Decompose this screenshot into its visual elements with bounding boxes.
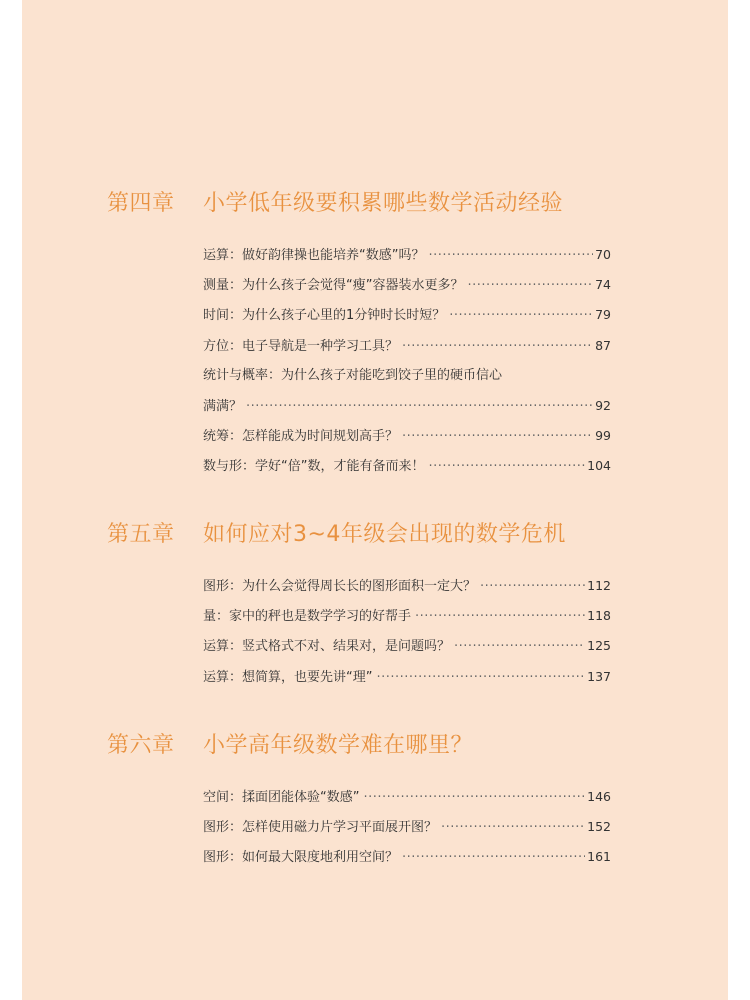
- entry-title: 测量：为什么孩子会觉得“瘦”容器装水更多？: [203, 278, 464, 294]
- entry-page: 87: [595, 337, 611, 353]
- dot-leader: [363, 783, 585, 813]
- chapter-entries: [203, 782, 611, 873]
- dot-leader: [441, 813, 585, 843]
- dot-leader: [246, 392, 593, 422]
- dot-leader: [480, 572, 585, 602]
- chapter-title: 小学低年级要积累哪些数学活动经验: [203, 191, 564, 216]
- entry-page: 152: [587, 819, 611, 835]
- entry-title: 量：家中的秤也是数学学习的好帮手: [203, 609, 412, 625]
- toc-entry[interactable]: [203, 631, 611, 661]
- entry-title: 空间：揉面团能体验“数感”: [203, 790, 360, 805]
- entry-page: 112: [587, 578, 611, 593]
- entry-page: 99: [595, 428, 611, 444]
- dot-leader: [415, 602, 585, 632]
- toc-entry[interactable]: [203, 300, 611, 330]
- dot-leader: [402, 422, 593, 452]
- entry-page: 104: [587, 458, 611, 474]
- chapter-entries: [203, 240, 611, 482]
- entry-title: 方位：电子导航是一种学习工具？: [203, 338, 399, 354]
- entry-title: 图形：怎样使用磁力片学习平面展开图？: [203, 820, 438, 836]
- entry-title: 统计与概率：为什么孩子对能吃到饺子里的硬币信心: [203, 367, 503, 383]
- dot-leader: [467, 271, 593, 301]
- toc-entry[interactable]: [203, 571, 611, 601]
- entry-title: 图形：如何最大限度地利用空间？: [203, 850, 399, 866]
- dot-leader: [402, 332, 593, 362]
- entry-title: 运算：竖式格式不对、结果对，是问题吗？: [203, 639, 451, 655]
- chapter-title: 小学高年级数学难在哪里？: [203, 733, 474, 758]
- chapter-number: 第四章: [107, 191, 175, 216]
- dot-leader: [428, 241, 593, 271]
- chapter-number: 第六章: [107, 733, 175, 758]
- entry-title: 满满？: [203, 398, 243, 414]
- dot-leader: [428, 452, 585, 482]
- dot-leader: [454, 632, 585, 662]
- toc-entry[interactable]: [203, 662, 611, 692]
- entry-page: 125: [587, 638, 611, 654]
- entry-title: 时间：为什么孩子心里的1分钟时长时短？: [203, 308, 446, 324]
- toc-entry[interactable]: [203, 421, 611, 451]
- toc-entry[interactable]: [203, 842, 611, 872]
- entry-title: 数与形：学好“倍”数，才能有备而来！: [203, 459, 425, 475]
- toc-entry[interactable]: [203, 391, 611, 421]
- entry-page: 161: [587, 849, 611, 865]
- dot-leader: [402, 843, 585, 873]
- toc-entry[interactable]: [203, 451, 611, 481]
- entry-page: 137: [587, 668, 611, 684]
- chapter-number: 第五章: [107, 522, 175, 547]
- entry-page: 74: [595, 277, 611, 293]
- toc-entry[interactable]: [203, 782, 611, 812]
- entry-page: 92: [595, 397, 611, 413]
- chapter-entries: [203, 571, 611, 692]
- toc-entry[interactable]: [203, 812, 611, 842]
- entry-title: 运算：想简算，也要先讲“理”: [203, 669, 373, 685]
- dot-leader: [449, 301, 593, 331]
- chapter-title: 如何应对3~4年级会出现的数学危机: [203, 522, 566, 547]
- entry-title: 图形：为什么会觉得周长长的图形面积一定大？: [203, 579, 477, 594]
- entry-page: 79: [595, 307, 611, 323]
- toc-entry[interactable]: [203, 331, 611, 361]
- entry-title: 运算：做好韵律操也能培养“数感”吗？: [203, 248, 425, 263]
- entry-page: 146: [587, 789, 611, 804]
- toc-entry[interactable]: [203, 361, 611, 391]
- toc-entry[interactable]: [203, 270, 611, 300]
- toc-page: [22, 0, 728, 1000]
- toc-entry[interactable]: [203, 601, 611, 631]
- entry-page: 70: [595, 247, 611, 262]
- toc-entry[interactable]: [203, 240, 611, 270]
- entry-page: 118: [587, 608, 611, 624]
- chapter-heading: [107, 517, 566, 548]
- chapter-heading: [107, 728, 473, 759]
- dot-leader: [376, 663, 585, 693]
- chapter-heading: [107, 186, 563, 217]
- entry-title: 统筹：怎样能成为时间规划高手？: [203, 429, 399, 445]
